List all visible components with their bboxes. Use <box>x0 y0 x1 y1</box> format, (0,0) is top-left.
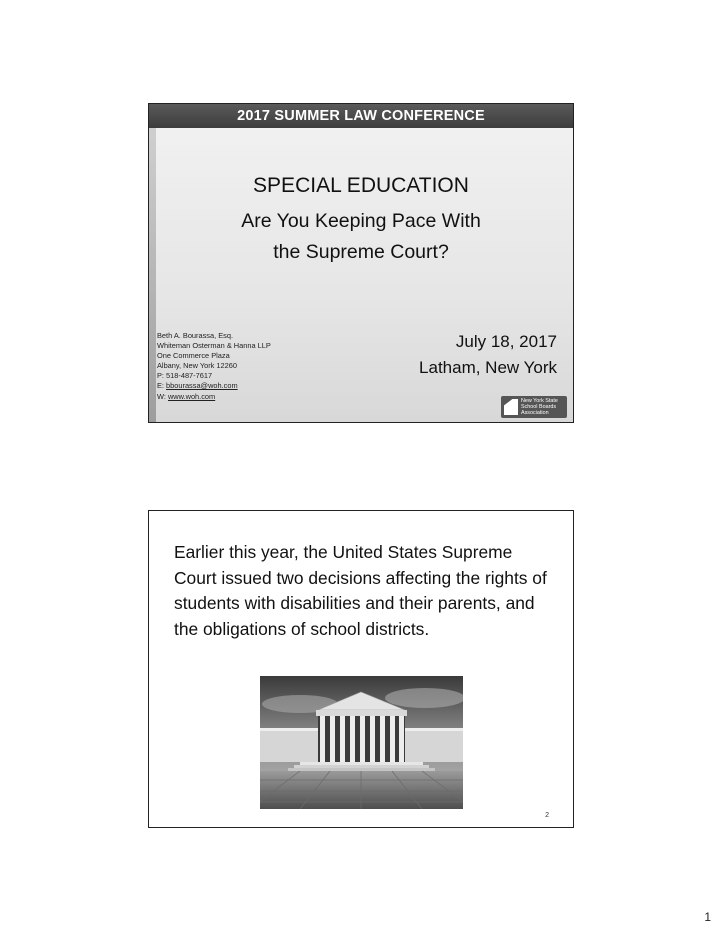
contact-address-1: One Commerce Plaza <box>157 351 230 361</box>
slide-number: 2 <box>545 812 549 819</box>
nyssba-logo <box>501 396 567 418</box>
slide-subtitle-line-1: Are You Keeping Pace With <box>241 210 481 232</box>
slide-subtitle-line-2: the Supreme Court? <box>273 241 449 263</box>
contact-address-2: Albany, New York 12260 <box>157 361 237 371</box>
contact-name: Beth A. Bourassa, Esq. <box>157 331 234 340</box>
slide-body-text: Earlier this year, the United States Supreme Court issued two decisions affecting the rights of students with disabilities and their parents, and the obligations of school districts. <box>174 542 547 639</box>
logo-mark-icon <box>504 399 518 415</box>
page-number: 1 <box>704 910 711 924</box>
contact-phone: P: 518-487-7617 <box>157 371 213 381</box>
slide-title: SPECIAL EDUCATION <box>253 174 469 197</box>
supreme-court-building-photo <box>260 676 463 809</box>
conference-banner: 2017 SUMMER LAW CONFERENCE <box>149 104 573 128</box>
contact-email-label: E: <box>157 381 167 391</box>
contact-email-row <box>157 381 271 391</box>
logo-text: New York State School Boards Association <box>521 398 558 416</box>
event-date: July 18, 2017 <box>455 332 557 351</box>
contact-block <box>157 331 271 402</box>
contact-web-label: W: <box>157 391 168 401</box>
contact-web-row <box>157 392 271 402</box>
title-slide <box>148 103 574 423</box>
event-location: Latham, New York <box>419 358 557 377</box>
content-slide <box>148 510 574 828</box>
decorative-side-strip <box>149 128 156 422</box>
contact-email-link[interactable]: bbourassa@woh.com <box>166 381 238 391</box>
contact-web-link[interactable]: www.woh.com <box>167 391 216 401</box>
contact-firm: Whiteman Osterman & Hanna LLP <box>157 341 271 351</box>
